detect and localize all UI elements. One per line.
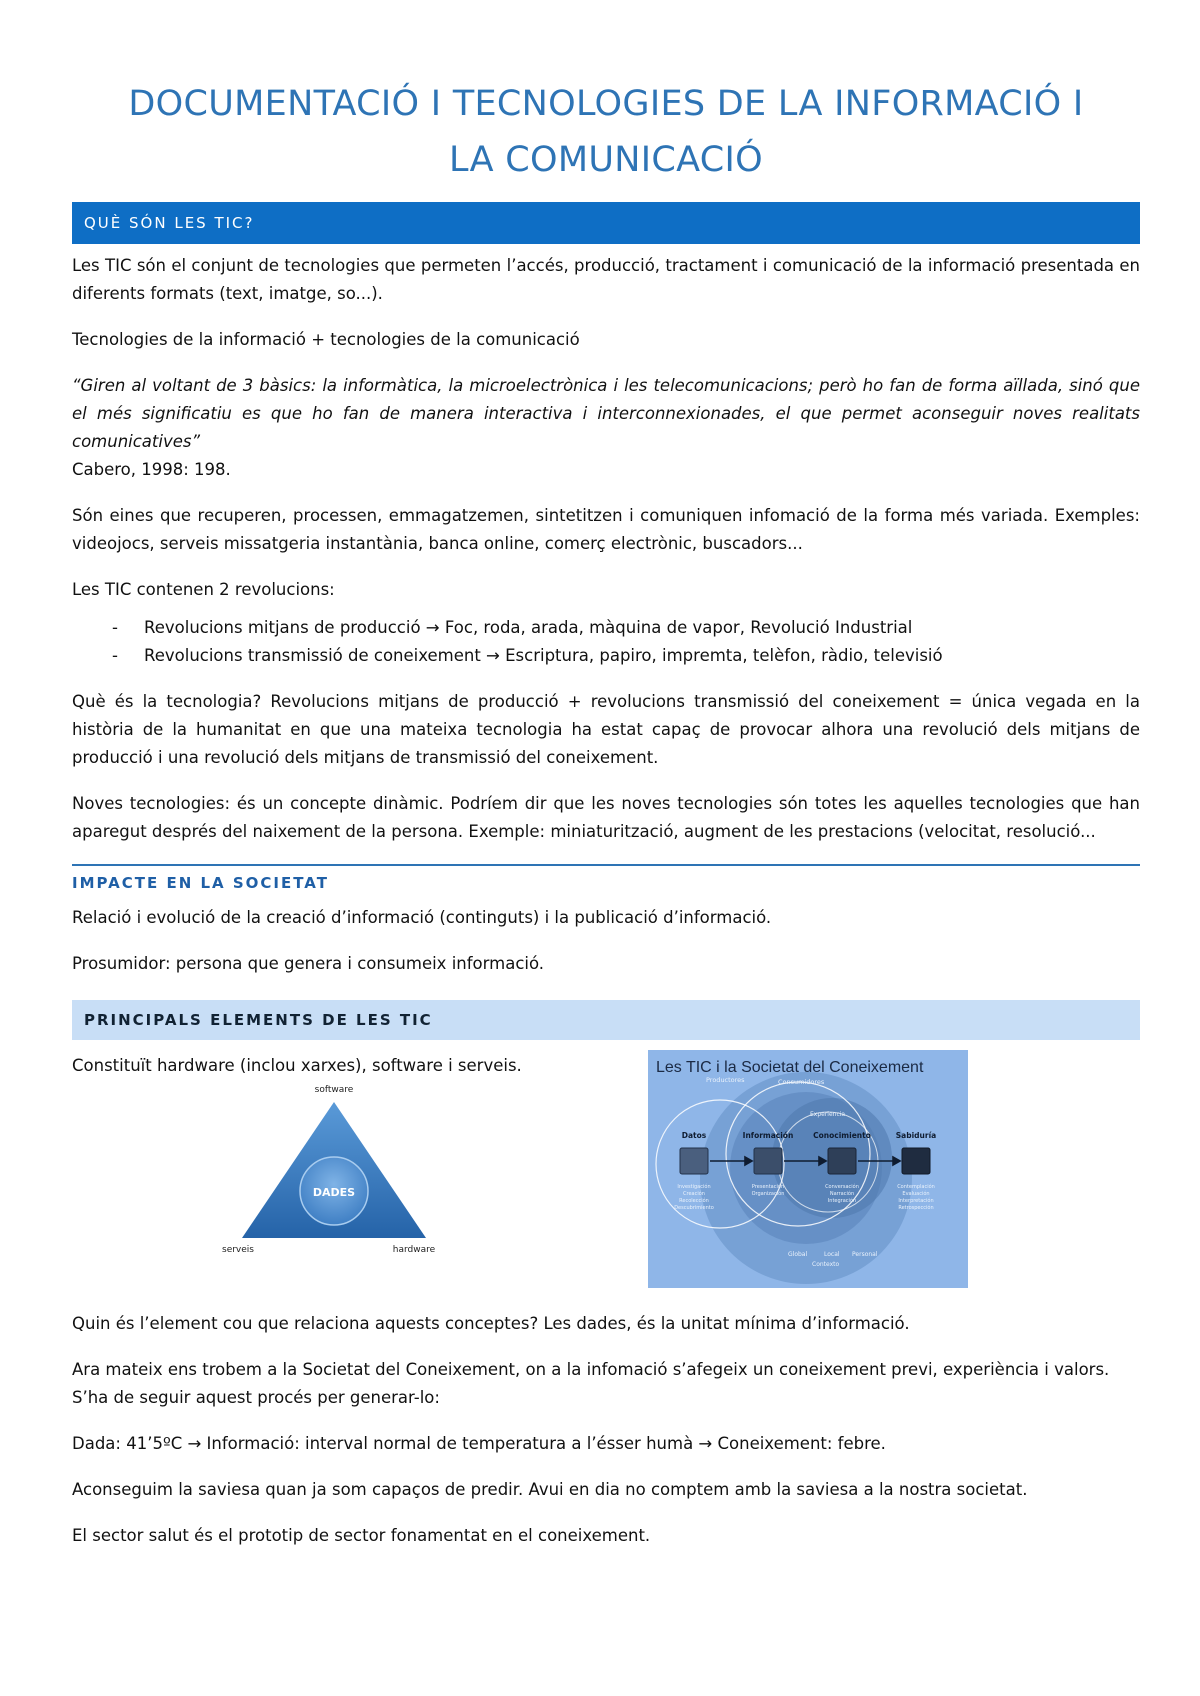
stage-box-informacion: [754, 1148, 782, 1174]
document-page: [72, 0, 1140, 1550]
paragraph-wisdom: Aconseguim la saviesa quan ja som capaços de predir. Avui en dia no comptem amb la saviesa a la nostra societat.: [72, 1480, 1028, 1499]
sublabel: Contemplación: [897, 1184, 935, 1190]
quote-paragraph: [72, 372, 1140, 456]
title-line-1: DOCUMENTACIÓ I TECNOLOGIES DE LA INFORMACIÓ I: [128, 84, 1084, 124]
diagram-title: Les TIC i la Societat del Coneixement: [656, 1059, 924, 1076]
paragraph-definition: Les TIC són el conjunt de tecnologies que permeten l’accés, producció, tractament i comunicació de la informació presentada en diferents formats (text, imatge, so...).: [72, 256, 1140, 303]
context-label-personal: Personal: [852, 1251, 878, 1258]
paragraph-process: S’ha de seguir aquest procés per generar-lo:: [72, 1388, 440, 1407]
context-label-local: Local: [824, 1251, 840, 1258]
diagram-productores: Productores: [706, 1076, 745, 1084]
paragraph-constituted: Constituït hardware (inclou xarxes), software i serveis.: [72, 1056, 522, 1075]
dash-bullet: -: [112, 646, 118, 665]
stage-label-datos: Datos: [681, 1131, 707, 1140]
stage-label-sabiduria: Sabiduría: [895, 1131, 937, 1140]
triangle-center-label: DADES: [312, 1186, 356, 1199]
list-item-text: Revolucions mitjans de producció → Foc, roda, arada, màquina de vapor, Revolució Industrial: [144, 618, 913, 637]
diagram-consumidores: Consumidores: [778, 1078, 825, 1086]
triangle-left-label: serveis: [222, 1245, 254, 1255]
paragraph-formula: Tecnologies de la informació + tecnologies de la comunicació: [72, 330, 580, 349]
paragraph-new-technologies: Noves tecnologies: és un concepte dinàmic. Podríem dir que les noves tecnologies són totes les aquelles tecnologies que han aparegut després del naixement de la persona. Exemple: miniaturització, augment de les prestacions (velocitat, resolució...: [72, 794, 1140, 841]
sublabel: Conversación: [825, 1184, 859, 1190]
triangle-right-label: hardware: [392, 1245, 436, 1255]
paragraph-prosumer: Prosumidor: persona que genera i consumeix informació.: [72, 954, 545, 973]
context-label-contexto: Contexto: [812, 1261, 840, 1268]
quote-part-c: ; però ho fan de forma aïllada, sinó que el més significatiu es que ho fan de manera interactiva i interconnexionades, el que permet aconseguir noves realitats comunicatives”: [72, 376, 1140, 451]
list-item: [72, 614, 1140, 642]
sublabel: Descubrimiento: [674, 1205, 714, 1211]
title-line-2: LA COMUNICACIÓ: [449, 140, 763, 180]
paragraph-health-sector: El sector salut és el prototip de sector fonamentat en el coneixement.: [72, 1526, 651, 1545]
sublabel: Investigación: [677, 1184, 711, 1190]
sublabel: Retrospección: [898, 1205, 934, 1211]
paragraph-relation: Relació i evolució de la creació d’informació (continguts) i la publicació d’informació.: [72, 908, 772, 927]
left-column: [72, 1044, 542, 1255]
paragraph-revolutions-intro: Les TIC contenen 2 revolucions:: [72, 580, 335, 599]
dash-bullet: -: [112, 618, 118, 637]
tic-society-diagram: [648, 1050, 968, 1288]
list-item: [72, 642, 1140, 670]
quote-part-b: la informàtica, la microelectrònica i les telecomunicacions: [322, 376, 808, 395]
sublabel: Integración: [827, 1198, 857, 1204]
sublabel: Interpretación: [898, 1198, 934, 1204]
stage-box-sabiduria: [902, 1148, 930, 1174]
section-heading-impacte: IMPACTE EN LA SOCIETAT: [72, 864, 1140, 892]
dades-triangle-diagram: [72, 1078, 542, 1258]
diagram-experiencia: Experiencia: [810, 1111, 846, 1118]
list-item-text: Revolucions transmissió de coneixement → Escriptura, papiro, impremta, telèfon, ràdio, televisió: [144, 646, 943, 665]
quote-part-a: “Giren al voltant de 3 bàsics:: [72, 376, 323, 395]
sublabel: Recolección: [679, 1198, 709, 1204]
stage-box-conocimiento: [828, 1148, 856, 1174]
sublabel: Presentación: [751, 1184, 785, 1190]
revolutions-list: [72, 614, 1140, 670]
sublabel: Evaluación: [902, 1191, 930, 1197]
section-heading-principals-elements: PRINCIPALS ELEMENTS DE LES TIC: [72, 1000, 1140, 1040]
sublabel: Narración: [829, 1191, 855, 1197]
figure-row: [72, 1044, 1140, 1292]
stage-box-datos: [680, 1148, 708, 1174]
sublabel: Creación: [683, 1191, 705, 1197]
paragraph-example: Dada: 41’5ºC → Informació: interval normal de temperatura a l’ésser humà → Coneixement: febre.: [72, 1434, 886, 1453]
context-label-global: Global: [788, 1251, 808, 1258]
stage-label-informacion: Información: [742, 1131, 794, 1140]
paragraph-key-element: Quin és l’element cou que relaciona aquests conceptes? Les dades, és la unitat mínima d’informació.: [72, 1314, 910, 1333]
paragraph-tools: Són eines que recuperen, processen, emmagatzemen, sintetitzen i comuniquen infomació de la forma més variada. Exemples: videojocs, serveis missatgeria instantània, banca online, comerç electrònic, buscadors...: [72, 506, 1140, 553]
paragraph-knowledge-society: Ara mateix ens trobem a la Societat del Coneixement, on a la infomació s’afegeix un coneixement previ, experiència i valors.: [72, 1360, 1110, 1379]
stage-label-conocimiento: Conocimiento: [813, 1131, 871, 1140]
sublabel: Organización: [751, 1191, 785, 1197]
page-title: [72, 76, 1140, 188]
quote-citation: Cabero, 1998: 198.: [72, 460, 231, 479]
section-heading-que-son-les-tic: QUÈ SÓN LES TIC?: [72, 202, 1140, 244]
triangle-top-label: software: [314, 1085, 354, 1095]
paragraph-technology: Què és la tecnologia? Revolucions mitjans de producció + revolucions transmissió del coneixement = única vegada en la història de la humanitat en que una mateixa tecnologia ha estat capaç de provocar alhora una revolució dels mitjans de producció i una revolució dels mitjans de transmissió del coneixement.: [72, 692, 1140, 767]
